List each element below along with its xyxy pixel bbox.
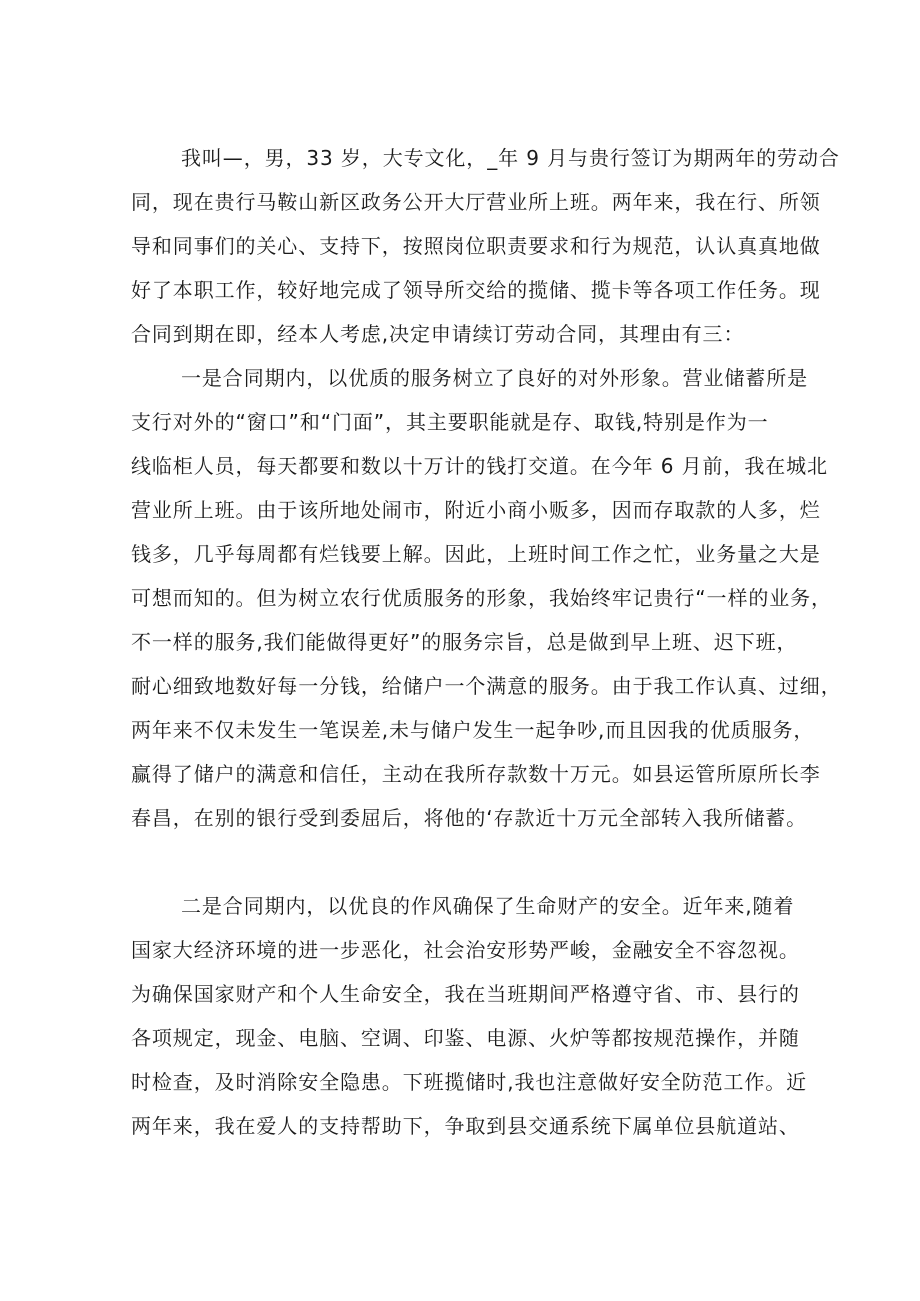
- text-line: 合同到期在即，经本人考虑,决定申请续订劳动合同，其理由有三：: [131, 322, 745, 346]
- text-line: 两年来不仅未发生一笔误差,未与储户发生一起争吵,而且因我的优质服务，: [131, 718, 815, 742]
- text-line: 可想而知的。但为树立农行优质服务的形象，我始终牢记贵行“一样的业务，: [131, 586, 832, 610]
- text-line: 国家大经济环境的进一步恶化，社会治安形势严峻，金融安全不容忽视。: [131, 938, 800, 962]
- text-line: 同，现在贵行马鞍山新区政务公开大厅营业所上班。两年来，我在行、所领: [131, 190, 821, 214]
- text-line: 为确保国家财产和个人生命安全，我在当班期间严格遵守省、市、县行的: [131, 982, 800, 1006]
- text-line: 各项规定，现金、电脑、空调、印鉴、电源、火炉等都按规范操作，并随: [131, 1026, 800, 1050]
- text-line: 春昌，在别的银行受到委屈后，将他的‘存款近十万元全部转入我所储蓄。: [131, 806, 808, 830]
- text-line: 营业所上班。由于该所地处闹市，附近小商小贩多，因而存取款的人多，烂: [131, 498, 821, 522]
- text-line: 支行对外的“窗口”和“门面”，其主要职能就是存、取钱,特别是作为一: [131, 410, 769, 434]
- text-line: 耐心细致地数好每一分钱，给储户一个满意的服务。由于我工作认真、过细，: [131, 674, 842, 698]
- text-line: 导和同事们的关心、支持下，按照岗位职责要求和行为规范，认认真真地做: [131, 234, 821, 258]
- text-line: 我叫—，男，33 岁，大专文化，_年 9 月与贵行签订为期两年的劳动合: [181, 146, 840, 170]
- text-line: 好了本职工作，较好地完成了领导所交给的揽储、揽卡等各项工作任务。现: [131, 278, 821, 302]
- text-line: 两年来，我在爱人的支持帮助下，争取到县交通系统下属单位县航道站、: [131, 1114, 800, 1138]
- text-line: 赢得了储户的满意和信任，主动在我所存款数十万元。如县运管所原所长李: [131, 762, 821, 786]
- text-line: 一是合同期内，以优质的服务树立了良好的对外形象。营业储蓄所是: [181, 366, 808, 390]
- text-line: 不一样的服务,我们能做得更好”的服务宗旨，总是做到早上班、迟下班，: [131, 630, 798, 654]
- text-line: 时检查，及时消除安全隐患。下班揽储时,我也注意做好安全防范工作。近: [131, 1070, 808, 1094]
- text-line: 二是合同期内，以优良的作风确保了生命财产的安全。近年来,随着: [181, 894, 795, 918]
- text-line: 线临柜人员，每天都要和数以十万计的钱打交道。在今年 6 月前，我在城北: [131, 454, 828, 478]
- text-line: 钱多，几乎每周都有烂钱要上解。因此，上班时间工作之忙，业务量之大是: [131, 542, 821, 566]
